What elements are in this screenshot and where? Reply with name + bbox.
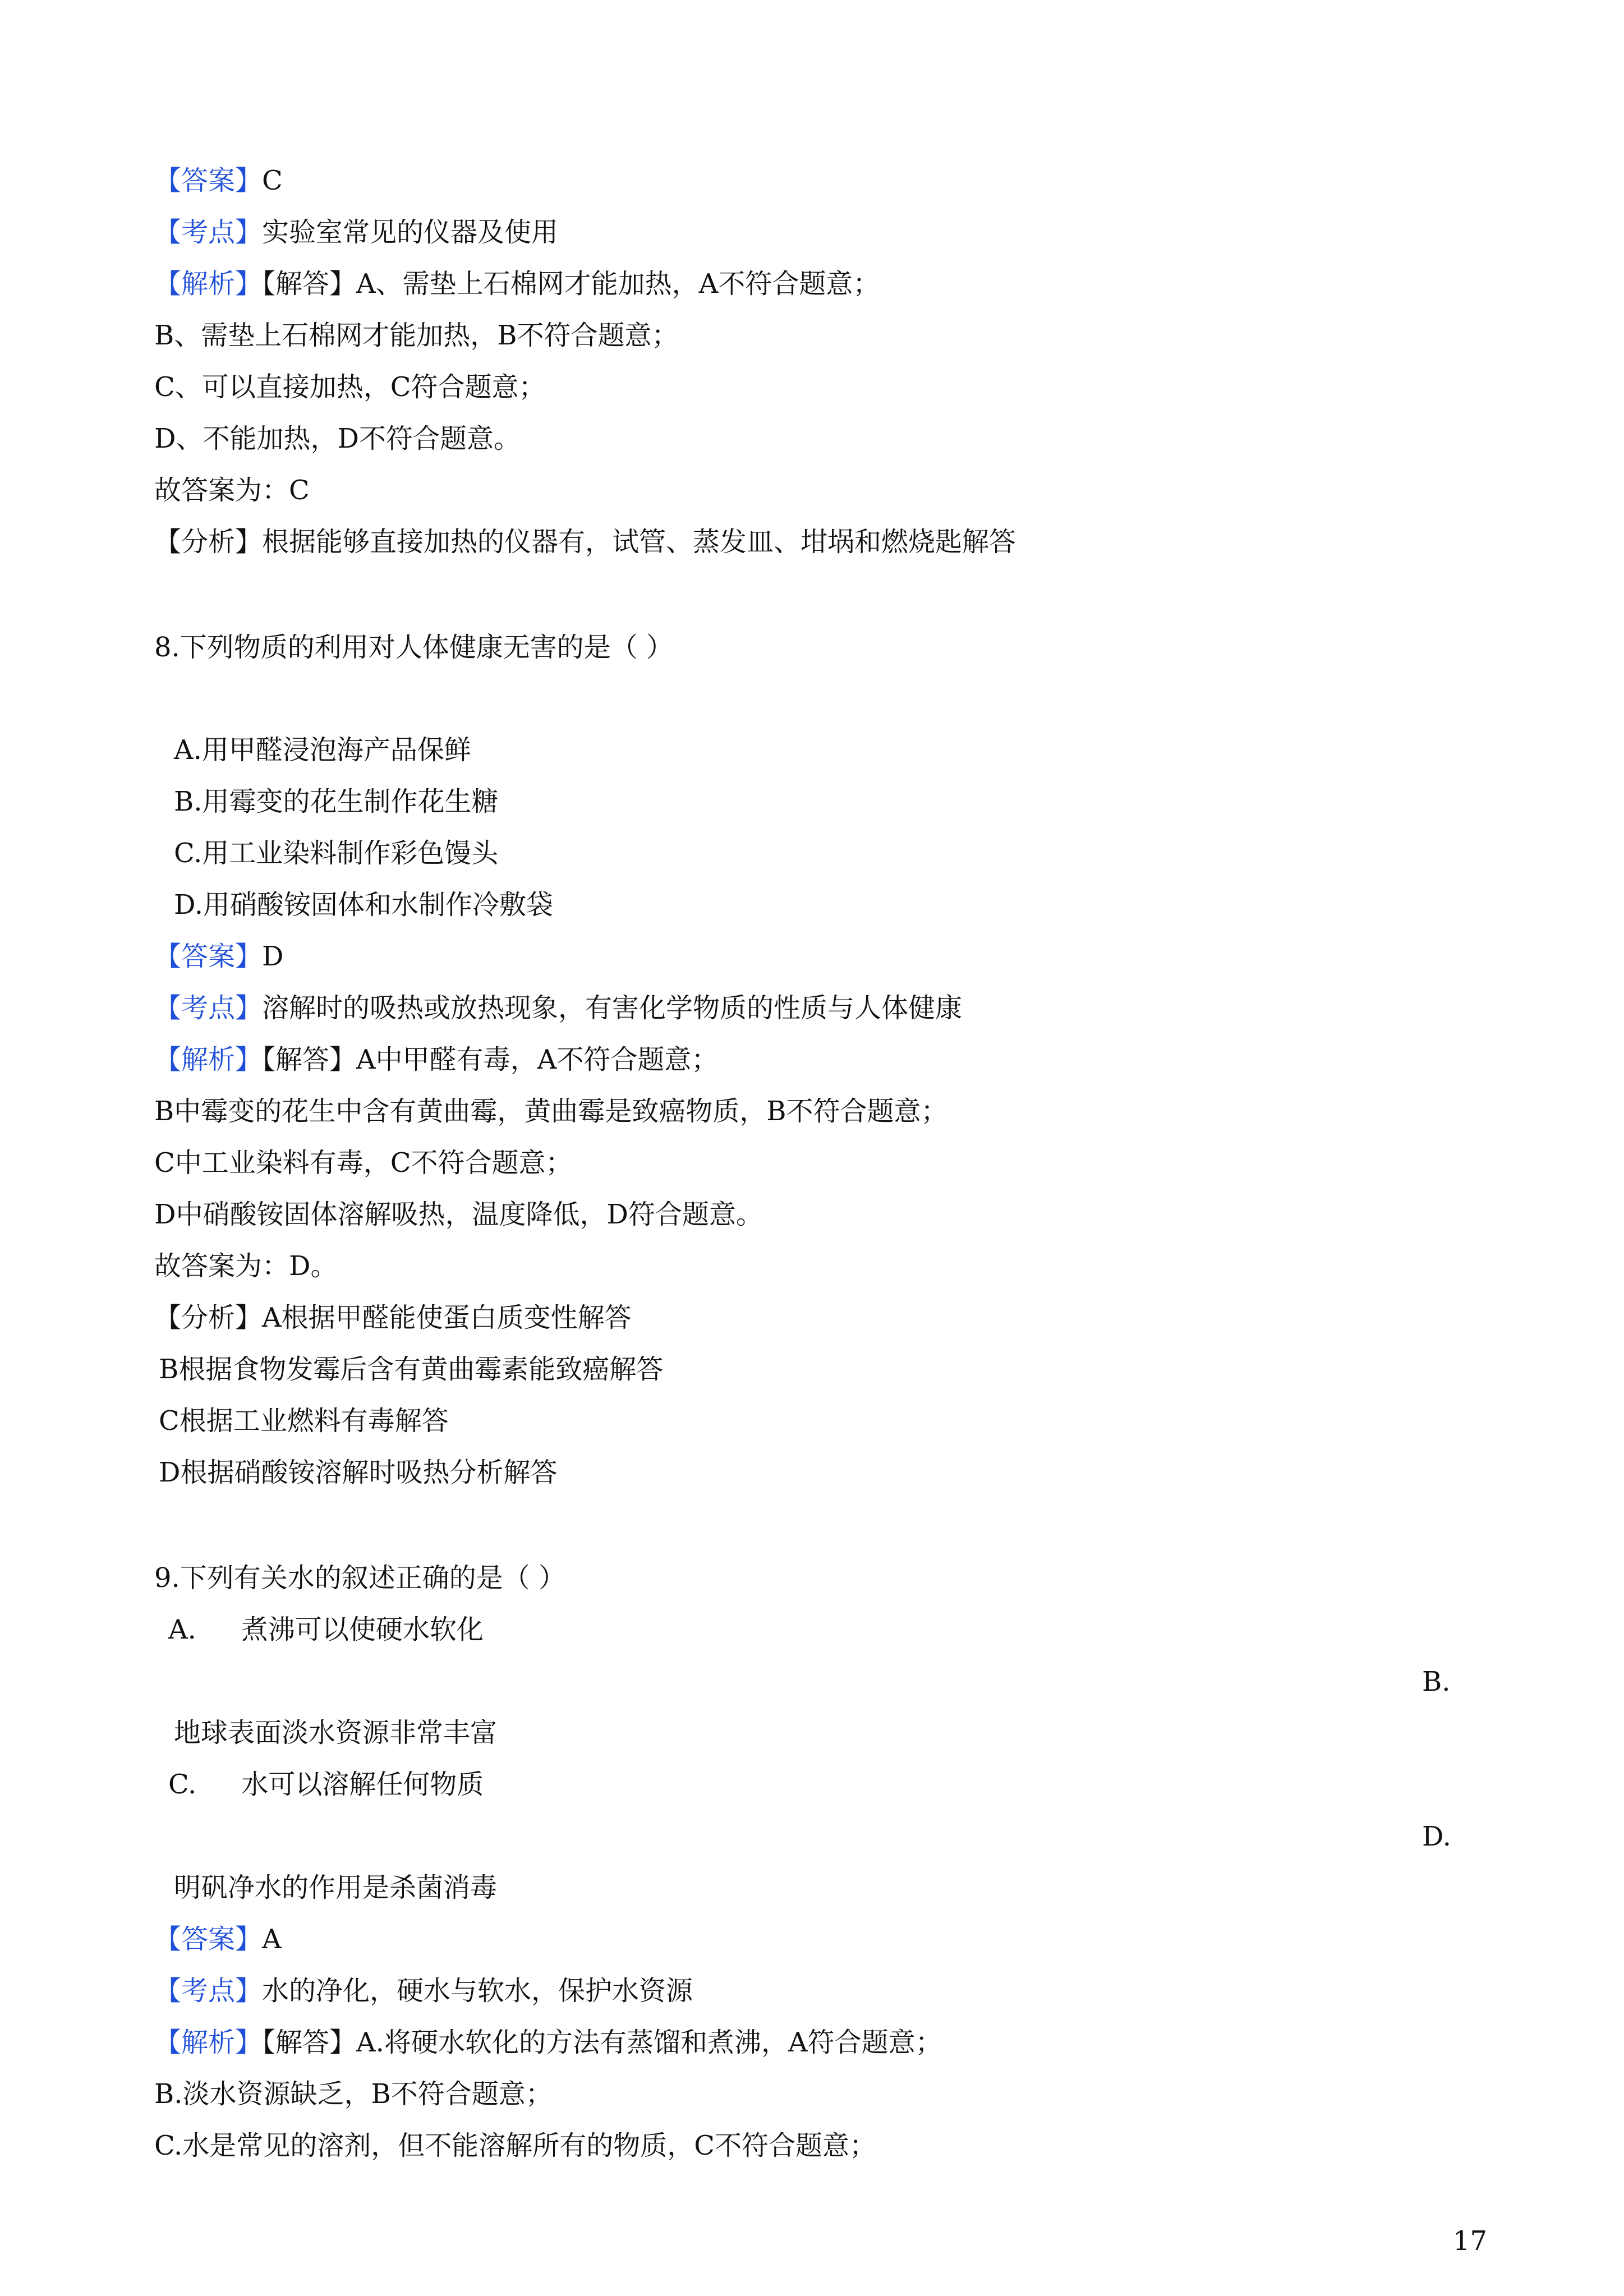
point-tag: 【考点】 — [154, 1975, 263, 2007]
q7-analysis-line: 【分析】根据能够直接加热的仪器有，试管、蒸发皿、坩埚和燃烧匙解答 — [154, 526, 1016, 558]
q7-line: B、需垫上石棉网才能加热，B不符合题意； — [154, 320, 679, 351]
q8-explain-line — [0, 1043, 1624, 1076]
explain-tag: 【解析】 — [154, 268, 263, 300]
q7-answer: C — [262, 165, 283, 196]
q8-answer-line — [0, 940, 1624, 973]
q9-answer: A — [262, 1924, 282, 1955]
q9-option-d-text: 明矾净水的作用是杀菌消毒 — [174, 1872, 498, 1903]
q8-answer: D — [262, 941, 284, 972]
point-tag: 【考点】 — [154, 217, 263, 248]
q7-answer-line — [0, 164, 1624, 197]
q8-line: B中霉变的花生中含有黄曲霉，黄曲霉是致癌物质，B不符合题意； — [154, 1096, 948, 1127]
q7-point: 实验室常见的仪器及使用 — [262, 217, 559, 248]
q7-line: C、可以直接加热，C符合题意； — [154, 371, 546, 403]
answer-tag: 【答案】 — [154, 941, 263, 972]
q9-line: C.水是常见的溶剂，但不能溶解所有的物质，C不符合题意； — [154, 2130, 877, 2161]
q8-point: 溶解时的吸热或放热现象，有害化学物质的性质与人体健康 — [262, 992, 963, 1024]
answer-tag: 【答案】 — [154, 165, 263, 196]
q9-point: 水的净化，硬水与软水，保护水资源 — [262, 1975, 693, 2007]
q8-line: 故答案为：D。 — [154, 1250, 338, 1282]
q7-point-line — [0, 215, 1624, 249]
q7-explain-line — [0, 267, 1624, 301]
q8-option-d: D.用硝酸铵固体和水制作冷敷袋 — [174, 889, 554, 921]
q8-question: 8.下列物质的利用对人体健康无害的是（ ） — [154, 632, 674, 663]
q7-line: D、不能加热，D不符合题意。 — [154, 423, 521, 454]
q8-line: C中工业染料有毒，C不符合题意； — [154, 1147, 573, 1179]
q9-option-c — [0, 1768, 1624, 1801]
q8-analysis-line: 【分析】A根据甲醛能使蛋白质变性解答 — [154, 1302, 632, 1333]
q8-option-c: C.用工业染料制作彩色馒头 — [174, 838, 499, 869]
q9-option-d-label: D. — [1422, 1821, 1452, 1852]
q8-option-a: A.用甲醛浸泡海产品保鲜 — [174, 734, 471, 766]
q7-line: 故答案为：C — [154, 475, 310, 506]
q9-line: B.淡水资源缺乏，B不符合题意； — [154, 2078, 553, 2110]
q9-option-b-text: 地球表面淡水资源非常丰富 — [174, 1717, 498, 1749]
q9-option-c-label: C. — [168, 1769, 197, 1800]
q8-analysis-line: B根据食物发霉后含有黄曲霉素能致癌解答 — [159, 1354, 664, 1385]
explain-tag: 【解析】 — [154, 1044, 263, 1075]
answer-tag: 【答案】 — [154, 1924, 263, 1955]
explain-tag: 【解析】 — [154, 2027, 263, 2058]
q8-option-b: B.用霉变的花生制作花生糖 — [174, 786, 499, 817]
q9-point-line — [0, 1974, 1624, 2008]
q8-explain: 【解答】A中甲醛有毒，A不符合题意； — [262, 1044, 719, 1075]
page-number: 17 — [1453, 2225, 1488, 2257]
q9-option-a-text: 煮沸可以使硬水软化 — [241, 1614, 484, 1645]
q8-analysis-line: C根据工业燃料有毒解答 — [159, 1405, 449, 1437]
q9-question: 9.下列有关水的叙述正确的是（ ） — [154, 1562, 566, 1594]
q9-option-a — [0, 1613, 1624, 1646]
q8-point-line — [0, 991, 1624, 1025]
q8-analysis-line: D根据硝酸铵溶解时吸热分析解答 — [159, 1457, 558, 1488]
q9-explain-line — [0, 2026, 1624, 2059]
q9-answer-line — [0, 1922, 1624, 1956]
q8-line: D中硝酸铵固体溶解吸热，温度降低，D符合题意。 — [154, 1199, 763, 1230]
q9-option-b-label: B. — [1422, 1666, 1451, 1697]
q9-option-c-text: 水可以溶解任何物质 — [241, 1769, 484, 1800]
point-tag: 【考点】 — [154, 992, 263, 1024]
q9-option-a-label: A. — [168, 1614, 196, 1645]
q9-explain: 【解答】A.将硬水软化的方法有蒸馏和煮沸，A符合题意； — [262, 2027, 942, 2058]
q7-explain: 【解答】A、需垫上石棉网才能加热，A不符合题意； — [262, 268, 880, 300]
